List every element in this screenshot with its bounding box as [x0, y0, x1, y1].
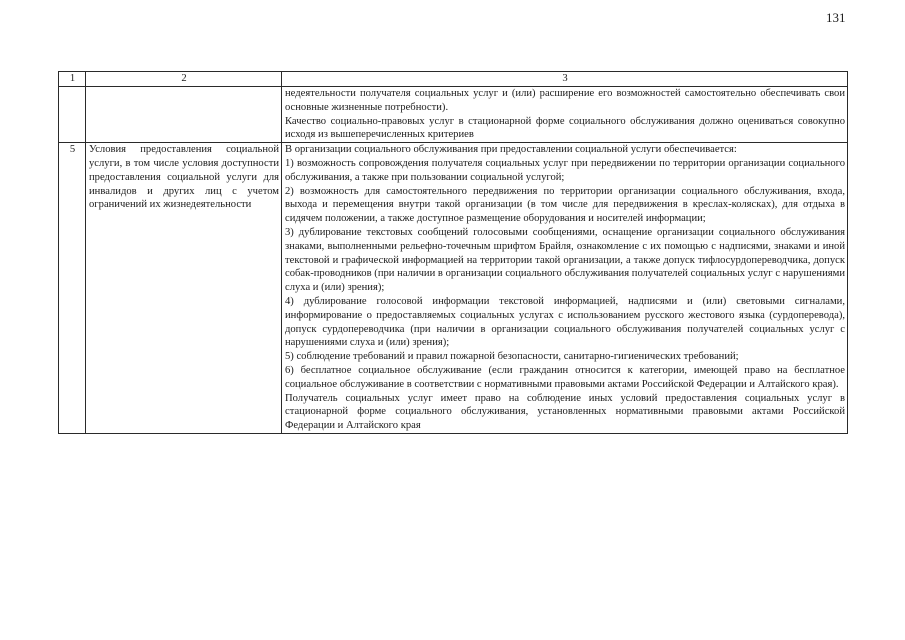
conditions-paragraph: 6) бесплатное социальное обслуживание (если гражданин относится к категории, имеющей право на бесплатное социальное обслуживание в соответствии с нормативными правовыми актами Российской Федерации и Алтайского края). — [285, 364, 845, 390]
conditions-paragraph: 3) дублирование текстовых сообщений голосовыми сообщениями, оснащение организации социального обслуживания знаками, выполненными рельефно-точечным шрифтом Брайля, ознакомление с их помощью с надписями, знаками и иной текстовой и графической информацией на территории такой организации, а также допуск тифлосурдопереводчика, допуск собак-проводников (при наличии в организации социального обслуживания получателей социальных услуг с нарушениями слуха и (или) зрения); — [285, 226, 845, 294]
continuation-row — [59, 87, 848, 143]
continuation-text-cell — [282, 87, 848, 143]
row-number: 5 — [59, 143, 86, 434]
conditions-text-cell — [282, 143, 848, 434]
page-number: 131 — [826, 10, 846, 25]
continuation-col-2 — [86, 87, 282, 143]
requirements-table — [58, 71, 848, 434]
criterion-cell: Условия предоставления социальной услуги, в том числе условия доступности предоставления социальной услуги для инвалидов и других лиц с учетом ограничений их жизнедеятельности — [86, 143, 282, 434]
continuation-col-1 — [59, 87, 86, 143]
table-row — [59, 143, 848, 434]
header-col-1: 1 — [59, 72, 86, 87]
conditions-paragraph: 1) возможность сопровождения получателя социальных услуг при передвижении по территории организации социального обслуживания, а также при пользовании социальной услугой; — [285, 157, 845, 183]
header-col-2: 2 — [86, 72, 282, 87]
continuation-paragraph: недеятельности получателя социальных услуг и (или) расширение его возможностей самостоятельно обеспечивать свои основные жизненные потребности). — [285, 88, 845, 113]
conditions-paragraph: Получатель социальных услуг имеет право на соблюдение иных условий предоставления социальных услуг в стационарной форме социального обслуживания, установленных нормативными правовыми актами Российской Федерации и Алтайского края — [285, 392, 845, 432]
table-header-row — [59, 72, 848, 87]
conditions-paragraph: 2) возможность для самостоятельного передвижения по территории организации социального обслуживания, входа, выхода и перемещения внутри такой организации (в том числе для передвижения в креслах-колясках), для отдыха в сидячем положении, а также доступное размещение оборудования и носителей информации; — [285, 185, 845, 225]
header-col-3: 3 — [282, 72, 848, 87]
conditions-paragraph: 5) соблюдение требований и правил пожарной безопасности, санитарно-гигиенических требований; — [285, 351, 739, 363]
conditions-paragraph: 4) дублирование голосовой информации текстовой информацией, надписями и (или) световыми сигналами, информирование о предоставляемых социальных услугах с использованием русского жестового языка (сурдоперевода), допуск сурдопереводчика (при наличии в организации социального обслуживания получателей социальных услуг с нарушениями слуха и (или) зрения); — [285, 295, 845, 349]
continuation-paragraph: Качество социально-правовых услуг в стационарной форме социального обслуживания должно оцениваться совокупно исходя из вышеперечисленных критериев — [285, 115, 845, 141]
conditions-paragraph: В организации социального обслуживания при предоставлении социальной услуги обеспечивается: — [285, 144, 737, 156]
